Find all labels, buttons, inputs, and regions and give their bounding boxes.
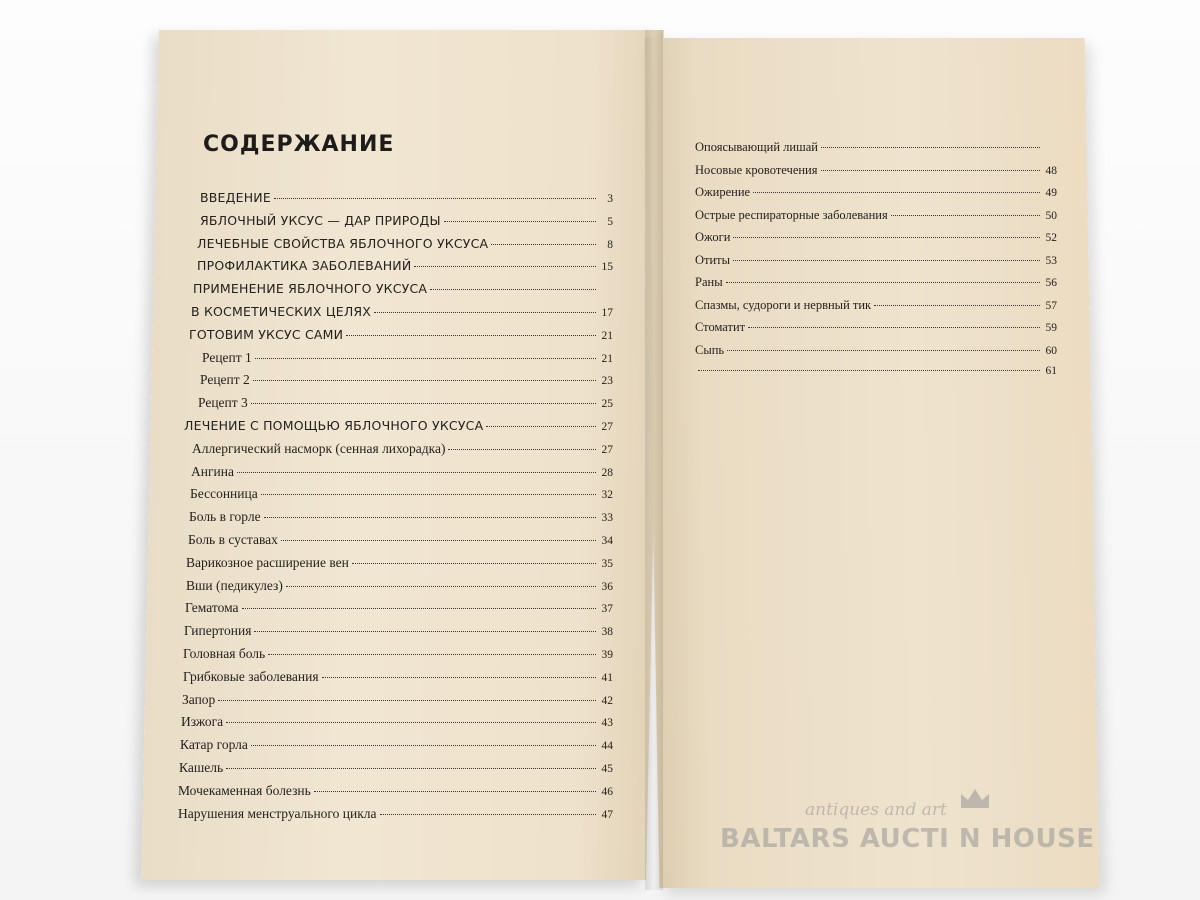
toc-entry-label: Варикозное расширение вен xyxy=(186,554,349,570)
dot-leader xyxy=(821,147,1040,148)
toc-entry-label: Грибковые заболевания xyxy=(183,668,319,684)
toc-entry xyxy=(178,281,613,304)
dot-leader xyxy=(218,700,596,701)
toc-entry-label: Боль в суставах xyxy=(188,531,278,547)
toc-entry-label: Катар горла xyxy=(180,737,248,753)
dot-leader xyxy=(874,305,1040,306)
toc-entry xyxy=(695,208,1057,231)
dot-leader xyxy=(261,494,596,495)
toc-left-list xyxy=(178,190,613,828)
toc-entry xyxy=(178,806,613,829)
dot-leader xyxy=(352,563,596,564)
dot-leader xyxy=(274,198,596,199)
toc-entry xyxy=(178,509,613,532)
toc-entry-label: Вши (педикулез) xyxy=(186,577,283,593)
toc-entry-page: 5 xyxy=(607,215,613,228)
toc-entry xyxy=(178,441,613,464)
dot-leader xyxy=(727,350,1040,351)
toc-entry-label: Стоматит xyxy=(695,320,746,334)
toc-entry-page: 48 xyxy=(1045,164,1057,177)
toc-entry-page: 49 xyxy=(1045,187,1057,199)
toc-entry-page: 56 xyxy=(1045,277,1057,289)
toc-entry-page: 23 xyxy=(601,375,613,388)
dot-leader xyxy=(491,244,596,245)
toc-entry-page: 39 xyxy=(601,648,613,661)
dot-leader xyxy=(430,289,596,290)
toc-entry-label: Гематома xyxy=(185,600,239,616)
toc-entry-page: 17 xyxy=(601,306,613,319)
toc-entry xyxy=(178,304,613,327)
toc-entry-page: 46 xyxy=(601,785,613,798)
toc-entry-label: ПРОФИЛАКТИКА ЗАБОЛЕВАНИЙ xyxy=(197,258,412,274)
toc-entry xyxy=(178,236,613,259)
toc-entry-page: 15 xyxy=(601,261,613,274)
toc-entry xyxy=(695,275,1057,298)
toc-entry-page: 3 xyxy=(607,193,613,205)
toc-entry xyxy=(695,185,1057,208)
toc-entry xyxy=(178,258,613,281)
toc-entry xyxy=(695,365,1057,388)
watermark-tagline: antiques and art xyxy=(805,800,947,820)
toc-entry xyxy=(178,395,613,418)
dot-leader xyxy=(254,631,596,632)
toc-entry xyxy=(178,669,613,692)
toc-entry-page: 8 xyxy=(607,238,613,251)
toc-entry-label: ГОТОВИМ УКСУС САМИ xyxy=(189,326,344,342)
toc-entry xyxy=(178,190,613,213)
dot-leader xyxy=(251,745,596,746)
dot-leader xyxy=(237,472,596,473)
dot-leader xyxy=(346,335,596,336)
toc-entry-page: 33 xyxy=(601,512,613,525)
page-title: СОДЕРЖАНИЕ xyxy=(203,132,395,157)
toc-entry xyxy=(178,486,613,509)
toc-entry-label: Нарушения менструального цикла xyxy=(178,805,377,821)
toc-entry-page: 32 xyxy=(601,489,613,502)
toc-entry xyxy=(695,140,1057,163)
dot-leader xyxy=(281,540,596,541)
toc-entry xyxy=(178,327,613,350)
toc-entry xyxy=(178,783,613,806)
toc-entry xyxy=(695,163,1057,186)
dot-leader xyxy=(242,608,596,609)
dot-leader xyxy=(733,237,1040,238)
toc-entry xyxy=(178,737,613,760)
toc-entry-page: 57 xyxy=(1045,299,1057,312)
watermark-brand: BALTARS AUCTI N HOUSE xyxy=(720,824,1095,854)
toc-entry-label: Кашель xyxy=(179,759,224,775)
toc-entry xyxy=(178,760,613,783)
toc-entry-label: Аллергический насморк (сенная лихорадка) xyxy=(192,440,446,456)
toc-entry xyxy=(178,350,613,373)
toc-entry-label: ПРИМЕНЕНИЕ ЯБЛОЧНОГО УКСУСА xyxy=(193,281,428,297)
toc-entry-label: ВВЕДЕНИЕ xyxy=(200,190,271,205)
toc-entry xyxy=(178,418,613,441)
toc-entry-label: Раны xyxy=(695,275,723,289)
toc-entry-label: ЯБЛОЧНЫЙ УКСУС — ДАР ПРИРОДЫ xyxy=(200,212,441,228)
dot-leader xyxy=(380,814,597,815)
dot-leader xyxy=(322,677,596,678)
toc-entry-page: 21 xyxy=(601,329,613,342)
dot-leader xyxy=(286,586,596,587)
toc-entry-page: 42 xyxy=(601,694,613,707)
dot-leader xyxy=(753,192,1040,193)
toc-entry-label: В КОСМЕТИЧЕСКИХ ЦЕЛЯХ xyxy=(191,303,372,319)
dot-leader xyxy=(264,517,596,518)
toc-entry-label: Изжога xyxy=(181,714,224,730)
toc-entry xyxy=(178,600,613,623)
toc-entry-page: 34 xyxy=(601,534,613,547)
toc-entry xyxy=(695,343,1057,366)
toc-entry-label: Острые респираторные заболевания xyxy=(695,207,888,222)
dot-leader xyxy=(414,266,596,267)
dot-leader xyxy=(444,221,596,222)
dot-leader xyxy=(255,358,596,359)
toc-entry-label: Боль в горле xyxy=(189,509,261,525)
dot-leader xyxy=(748,327,1040,328)
toc-entry-page: 28 xyxy=(601,466,613,479)
toc-entry xyxy=(695,298,1057,321)
dot-leader xyxy=(726,282,1040,283)
toc-entry-label: Ожоги xyxy=(695,230,731,244)
toc-entry-label: ЛЕЧЕБНЫЕ СВОЙСТВА ЯБЛОЧНОГО УКСУСА xyxy=(197,235,489,251)
toc-entry-label: Рецепт 2 xyxy=(200,372,250,388)
toc-entry-label: Запор xyxy=(182,691,216,707)
toc-entry-page: 43 xyxy=(601,717,613,730)
toc-entry xyxy=(695,230,1057,253)
toc-entry-label: Ожирение xyxy=(695,185,751,199)
toc-right-list xyxy=(695,140,1057,388)
dot-leader xyxy=(698,370,1040,371)
toc-entry-label: Головная боль xyxy=(183,645,266,661)
toc-entry-label: Спазмы, судороги и нервный тик xyxy=(695,297,872,312)
toc-entry-label: Ангина xyxy=(191,463,234,479)
dot-leader xyxy=(314,791,596,792)
dot-leader xyxy=(226,768,596,769)
toc-entry-page: 61 xyxy=(1045,365,1057,377)
dot-leader xyxy=(226,722,596,723)
toc-entry-page: 53 xyxy=(1045,254,1057,267)
toc-entry-page: 60 xyxy=(1045,344,1057,357)
dot-leader xyxy=(268,654,596,655)
toc-entry-label: Сыпь xyxy=(695,342,725,357)
toc-entry-label: Рецепт 1 xyxy=(202,349,252,365)
dot-leader xyxy=(448,449,596,450)
toc-entry xyxy=(178,578,613,601)
toc-entry-label: Рецепт 3 xyxy=(198,395,248,411)
dot-leader xyxy=(253,380,596,381)
toc-entry-page: 41 xyxy=(601,671,613,684)
dot-leader xyxy=(251,403,596,404)
toc-entry-label: Бессонница xyxy=(190,486,258,502)
toc-entry-label: Носовые кровотечения xyxy=(695,162,818,177)
toc-entry xyxy=(178,714,613,737)
toc-entry-label: Мочекаменная болезнь xyxy=(178,782,311,798)
dot-leader xyxy=(733,260,1040,261)
toc-entry-page: 44 xyxy=(601,740,613,753)
toc-entry-page: 37 xyxy=(601,603,613,616)
toc-entry-page: 52 xyxy=(1045,232,1057,244)
toc-entry xyxy=(178,646,613,669)
toc-entry-page: 36 xyxy=(601,580,613,593)
toc-entry xyxy=(695,253,1057,276)
dot-leader xyxy=(821,170,1041,171)
dot-leader xyxy=(891,215,1040,216)
toc-entry xyxy=(178,623,613,646)
watermark xyxy=(720,800,1120,870)
toc-entry xyxy=(178,464,613,487)
toc-entry-page: 27 xyxy=(601,420,613,433)
toc-entry-page: 59 xyxy=(1045,322,1057,334)
toc-entry xyxy=(178,532,613,555)
toc-entry-page: 35 xyxy=(601,557,613,570)
toc-entry xyxy=(178,372,613,395)
toc-entry-page: 47 xyxy=(601,808,613,821)
toc-entry-page: 50 xyxy=(1045,209,1057,222)
toc-entry-label: ЛЕЧЕНИЕ С ПОМОЩЬЮ ЯБЛОЧНОГО УКСУСА xyxy=(184,417,484,433)
toc-entry-label: Отиты xyxy=(695,252,731,267)
toc-entry xyxy=(178,692,613,715)
toc-entry xyxy=(178,555,613,578)
crown-icon xyxy=(958,786,992,812)
toc-entry-page: 38 xyxy=(601,626,613,639)
dot-leader xyxy=(486,426,596,427)
toc-entry xyxy=(695,320,1057,343)
toc-entry-page: 21 xyxy=(601,352,613,365)
book-spine xyxy=(645,30,663,890)
dot-leader xyxy=(374,312,596,313)
toc-entry-label: Гипертония xyxy=(184,623,252,639)
toc-entry xyxy=(178,213,613,236)
toc-entry-page: 25 xyxy=(601,398,613,411)
toc-entry-page: 27 xyxy=(601,443,613,456)
toc-entry-page: 45 xyxy=(601,762,613,775)
toc-entry-label: Опоясывающий лишай xyxy=(695,140,818,154)
